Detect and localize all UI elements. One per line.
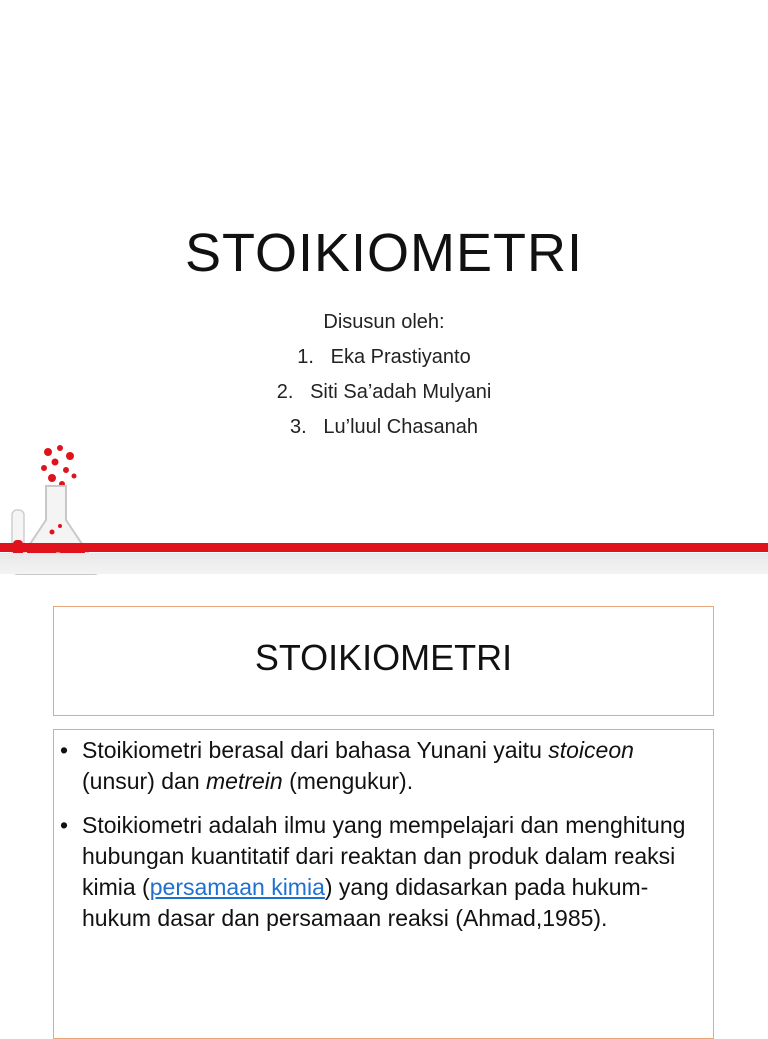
persamaan-kimia-link[interactable]: persamaan kimia [149, 874, 325, 900]
term-metrein: metrein [206, 768, 283, 794]
content-title-box [53, 606, 714, 716]
content-title: STOIKIOMETRI [254, 637, 513, 678]
bullet-dot-icon: • [60, 737, 69, 763]
author-list [0, 305, 768, 445]
author-item: 2. Siti Sa’adah Mulyani [276, 381, 492, 403]
author-item: 1. Eka Prastiyanto [297, 346, 471, 368]
prepared-by-label: Disusun oleh: [323, 311, 445, 333]
accent-divider [0, 543, 768, 552]
bullet-item [60, 735, 700, 797]
content-body-box [53, 729, 714, 1039]
author-item: 3. Lu’luul Chasanah [290, 416, 478, 438]
bullet-text: Stoikiometri berasal dari bahasa Yunani yaitu stoiceon (unsur) dan metrein (mengukur). [82, 737, 634, 794]
term-stoiceon: stoiceon [548, 737, 634, 763]
slide-footer-band [0, 553, 768, 574]
bullet-text: Stoikiometri adalah ilmu yang mempelajari dan menghitung hubungan kuantitatif dari reaktan dan produk dalam reaksi kimia (persamaan kimia) yang didasarkan pada hukum-hukum dasar dan persamaan reaksi (Ahmad,1985). [82, 812, 686, 931]
bullet-item [60, 810, 700, 934]
slide-title: STOIKIOMETRI [184, 223, 584, 283]
bullet-dot-icon: • [60, 812, 69, 838]
